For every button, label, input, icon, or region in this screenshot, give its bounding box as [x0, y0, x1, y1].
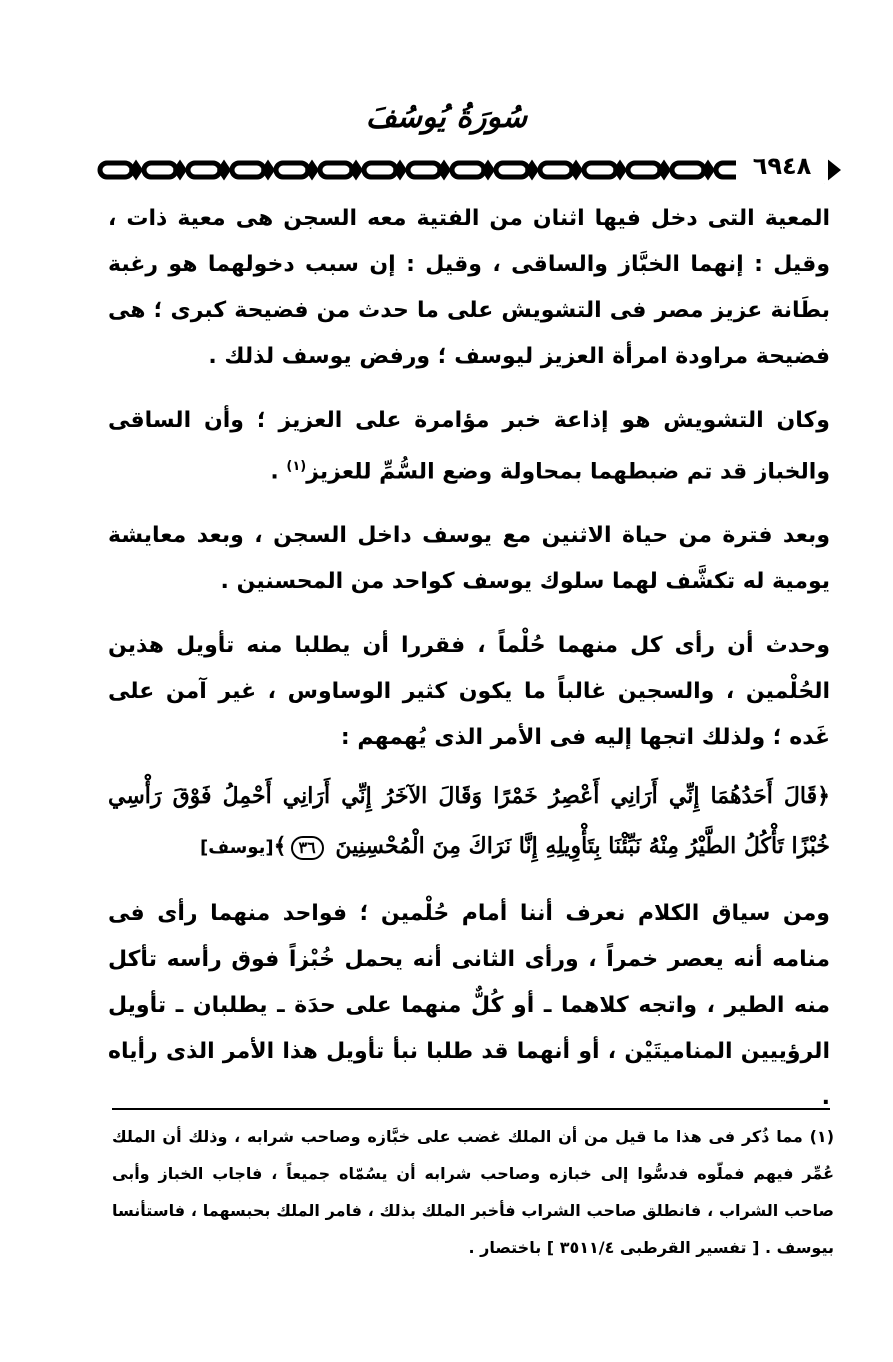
ornament-link: [100, 163, 132, 177]
ornament-diamond: [176, 164, 184, 176]
ornament-link: [496, 163, 528, 177]
ornament-link: [276, 163, 308, 177]
paragraph-4: وحدث أن رأى كل منهما حُلْماً ، فقررا أن يطلبا منه تأويل هذين الحُلْمين ، والسجين غالباً ما يكون كثير الوساوس ، غير آمن على غَده ؛ ولذلك اتجها إليه فى الأمر الذى يُهمهم :: [108, 633, 830, 751]
ayah-number-badge: ٣٦: [291, 836, 324, 860]
main-text: [108, 196, 830, 1139]
ornament-diamond: [572, 164, 580, 176]
footnote-separator: [112, 1108, 830, 1110]
ornament-diamond: [264, 164, 272, 176]
paragraph-2-end: .: [270, 459, 287, 485]
ornament-diamond: [352, 164, 360, 176]
ornament-diamond: [308, 164, 316, 176]
ornament-link: [364, 163, 396, 177]
ornament-diamond: [660, 164, 668, 176]
ornament-link: [144, 163, 176, 177]
ornament-diamond: [704, 164, 712, 176]
ornament-link: [540, 163, 572, 177]
ornament-diamond: [484, 164, 492, 176]
ornament-link: [232, 163, 264, 177]
surah-reference: [يوسف]: [199, 837, 274, 859]
ornament-link: [584, 163, 616, 177]
ornament-diamond: [132, 164, 140, 176]
paragraph-1: المعية التى دخل فيها اثنان من الفتية معه السجن هى معية ذات ، وقيل : إنهما الخبَّاز والساقى ، وقيل : إن سبب دخولهما هو رغبة بطَانة عزيز مصر فى التشويش على ما حدث من فضيحة كبرى ؛ هى فضيحة مراودة امرأة العزيز ليوسف ؛ ورفض يوسف لذلك .: [108, 206, 830, 369]
ornament-diamond: [528, 164, 536, 176]
ornament-link: [188, 163, 220, 177]
quran-text: ﴿قَالَ أَحَدُهُمَا إِنِّي أَرَانِي أَعْصِرُ خَمْرًا وَقَالَ الآخَرُ إِنِّي أَرَانِي أَحْمِلُ فَوْقَ رَأْسِي خُبْزًا تَأْكُلُ الطَّيْرُ مِنْهُ نَبِّئْنَا بِتَأْوِيلِهِ إِنَّا نَرَاكَ مِنَ الْمُحْسِنِينَ: [108, 783, 830, 860]
ornament-link: [408, 163, 440, 177]
ornament-diamond: [396, 164, 404, 176]
footnote-marker[interactable]: (١): [286, 459, 307, 474]
ornament-link: [320, 163, 352, 177]
surah-title: سُورَةُ يُوسُفَ: [365, 100, 528, 135]
ornament-link: [452, 163, 484, 177]
page-number: ٦٩٤٨: [736, 149, 828, 183]
ornament-diamond: [440, 164, 448, 176]
ornament-link: [628, 163, 660, 177]
ornament-end: [827, 162, 837, 178]
footnote: (١) مما ذُكر فى هذا ما قيل من أن الملك غضب على خبَّازه وصاحب شرابه ، وذلك أن الملك عُمِّر فيهم فملّوه فدسُّوا إلى خبازه وصاحب شرابه أن يسُمّاه جميعاً ، فاجاب الخباز وأبى صاحب الشراب ، فانطلق صاحب الشراب فأخبر الملك بذلك ، فامر الملك بحبسهما ، فاستأنسا بيوسف . [ تفسير القرطبى ٣٥١١/٤ ] باختصار .: [112, 1127, 834, 1257]
paragraph-2: [108, 398, 830, 495]
ornament-link: [672, 163, 704, 177]
ornament-diamond: [220, 164, 228, 176]
paragraph-5: ومن سياق الكلام نعرف أننا أمام حُلْمين ؛ فواحد منهما رأى فى منامه أنه يعصر خمراً ، ورأى الثانى أنه يحمل خُبْزاً فوق رأسه تأكل منه الطير ، واتجه كلاهما ـ أو كُلٌّ منهما على حدَة ـ يطلبان ـ تأويل الرؤييين المناميتَيْن ، أو أنهما قد طلبا نبأ تأويل هذا الأمر الذى رأياه .: [108, 901, 830, 1111]
quran-close-bracket: ﴾: [273, 833, 287, 860]
quran-verse: [108, 771, 830, 873]
ornament-diamond: [616, 164, 624, 176]
paragraph-2-text: وكان التشويش هو إذاعة خبر مؤامرة على العزيز ؛ وأن الساقى والخباز قد تم ضبطهما بمحاولة وضع السُّمِّ للعزيز: [108, 408, 830, 485]
paragraph-3: وبعد فترة من حياة الاثنين مع يوسف داخل السجن ، وبعد معايشة يومية له تكشَّف لهما سلوك يوسف كواحد من المحسنين .: [108, 523, 830, 595]
